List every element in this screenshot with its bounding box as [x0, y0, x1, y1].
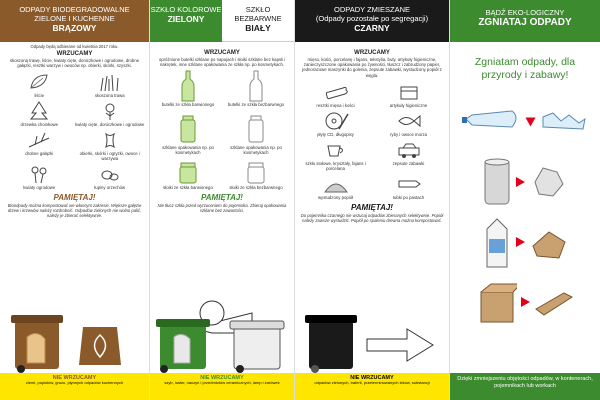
- bio-note: Odpady będą odbierane od kwietnia 2017 roku.: [30, 44, 119, 49]
- apple-core-icon: [98, 130, 122, 150]
- crushed-can-icon: [529, 162, 569, 202]
- flattened-box-icon: [534, 287, 574, 317]
- bio-item: kwiaty cięte, doniczkowe i ogrodowe: [75, 100, 146, 127]
- bio-header: [0, 0, 149, 42]
- fir-tree-icon: [27, 101, 51, 121]
- bio-item: obierki, skórki i ogryzki, owoce i warzywa: [75, 129, 146, 161]
- flower-icon: [98, 101, 122, 121]
- mixed-item: szkło stołowe, kryształy, fajans i porcelana: [299, 139, 372, 171]
- mixed-not-allowed-title: NIE WRZUCAMY: [350, 375, 394, 381]
- glass-remember-title: PAMIĘTAJ!: [201, 193, 243, 203]
- glass-item: słoiki ze szkła bezbarwnego: [222, 161, 290, 190]
- fish-icon: [396, 111, 422, 131]
- crushed-carton-icon: [529, 222, 569, 262]
- can-icon: [482, 157, 512, 207]
- mixed-header: [295, 0, 449, 42]
- glass-item: szklane opakowania np. po kosmetykach: [154, 113, 222, 155]
- glass-item: słoiki ze szkła barwionego: [154, 161, 222, 190]
- glass-colored-color: ZIELONY: [167, 14, 205, 24]
- bone-icon: [323, 82, 349, 102]
- mixed-item: tubki po pastach: [372, 173, 445, 200]
- eco-can-row: [450, 152, 600, 212]
- bio-header-line2: ZIELONE I KUCHENNE: [34, 14, 115, 23]
- mixed-item: zepsute zabawki: [372, 139, 445, 171]
- green-bottle-icon: [180, 70, 196, 102]
- mixed-item: resztki mięsa i kości: [299, 81, 372, 108]
- eco-footer-text: Dzięki zmniejszeniu objętości odpadów, w kontenerach, pojemnikach lub workach: [457, 376, 593, 389]
- mixed-description: mięso, kości, porcelanę i fajans, tekstylia, buty, artykuły higieniczne, zanieczyszczone opakowania po żywności, tłuszcz i zabrudzony papier, jednorazowe maszynki do golenia, zepsute zabawki, wystudzony popiół z węgla.: [302, 57, 442, 78]
- mixed-item: artykuły higieniczne: [372, 81, 445, 108]
- eco-header-line2: ZGNIATAJ ODPADY: [478, 17, 572, 28]
- crushed-bottle-icon: [539, 107, 589, 137]
- clear-jar-icon: [247, 162, 265, 184]
- eco-box-row: [450, 272, 600, 332]
- glass-bins-icon: [152, 293, 292, 373]
- mixed-header-line2: (Odpady pozostałe po segregacji): [315, 14, 429, 23]
- red-arrow-icon: [516, 177, 525, 187]
- bio-item: kwiaty ogrodowe: [4, 163, 75, 190]
- plastic-bottle-icon: [462, 97, 522, 147]
- bio-description: skoszoną trawę, liście, kwiaty cięte, doniczkowe i ogrodowe, drobne gałązki, resztki warzyw i owoców np. obierki, skórki, szyszki.: [9, 58, 140, 69]
- glass-description: opróżnione butelki szklane po napojach i słoiki szklane bez kapsli i nakrętek, inne szklane opakowania ze szkła np. po kosmetykach.: [158, 57, 286, 68]
- bio-item: łupiny orzechów: [75, 163, 146, 190]
- bio-section-title: WRZUCAMY: [56, 51, 93, 57]
- eco-column: [450, 0, 600, 400]
- eco-footer: [450, 373, 600, 400]
- glass-colored-header: [150, 0, 222, 42]
- milk-carton-icon: [482, 215, 512, 270]
- mixed-bin-area: [295, 305, 449, 373]
- eco-header: [450, 0, 600, 42]
- toy-car-icon: [396, 140, 422, 160]
- garden-flower-icon: [27, 164, 51, 184]
- nutshell-icon: [98, 164, 122, 184]
- mixed-item: ryby i owoce morza: [372, 110, 445, 137]
- green-jar-icon: [179, 162, 197, 184]
- glass-header: [150, 0, 294, 42]
- porcelain-icon: [323, 140, 349, 160]
- bio-remember-title: PAMIĘTAJ!: [53, 193, 96, 203]
- mixed-column: [295, 0, 450, 400]
- bio-not-allowed-title: NIE WRZUCAMY: [52, 375, 97, 381]
- mixed-items-grid: [295, 79, 449, 202]
- glass-not-allowed-text: szyb, luster, naczyń i przedmiotów ceramicznych, lamp i żarówek: [164, 380, 280, 385]
- glass-not-allowed: [150, 373, 294, 400]
- glass-bin-area: [150, 290, 294, 373]
- mixed-not-allowed-text: odpadów zielonych, baterii, przeterminowanych leków, substancji: [314, 380, 430, 385]
- red-arrow-icon: [525, 118, 535, 127]
- glass-column: [150, 0, 295, 400]
- mixed-section-title: WRZUCAMY: [354, 50, 390, 56]
- glass-items-grid: [150, 68, 294, 192]
- toothpaste-tube-icon: [396, 174, 422, 194]
- brown-bin-icon: [5, 309, 145, 373]
- green-cosmetic-jar-icon: [180, 114, 196, 144]
- eco-header-line1: BĄDŹ EKO-LOGICZNY: [485, 8, 565, 17]
- mixed-not-allowed: [295, 373, 449, 400]
- black-bin-icon: [297, 309, 447, 373]
- eco-slogan: Zgniatam odpady, dla przyrody i zabawy!: [474, 56, 576, 81]
- bio-header-line1: ODPADY BIODEGRADOWALNE: [19, 5, 130, 14]
- glass-clear-header: [222, 0, 294, 42]
- glass-clear-color: BIAŁY: [245, 23, 271, 33]
- clear-bottle-icon: [248, 70, 264, 102]
- hygiene-products-icon: [396, 82, 422, 102]
- mixed-item: wystudzony popiół: [299, 173, 372, 200]
- glass-remember-text: Nie tłucz szkła przed wyrzuceniem do pojemnika. Zbieraj opakowania szklane bez zawartości.: [157, 203, 287, 214]
- leaf-icon: [27, 72, 51, 92]
- glass-item: szklane opakowania np. po kosmetykach: [222, 113, 290, 155]
- mixed-color: CZARNY: [354, 23, 390, 33]
- red-arrow-icon: [521, 297, 530, 307]
- twig-icon: [27, 130, 51, 150]
- eco-bottle-row: [450, 92, 600, 152]
- mixed-header-line1: ODPADY ZMIESZANE: [334, 5, 410, 14]
- glass-colored-label: SZKŁO KOLOROWE: [150, 5, 222, 14]
- bio-not-allowed: [0, 373, 149, 400]
- bio-items-grid: [0, 69, 149, 192]
- glass-clear-label: SZKŁO BEZBARWNE: [234, 5, 282, 23]
- eco-carton-row: [450, 212, 600, 272]
- cd-pen-icon: [323, 111, 349, 131]
- mixed-remember-title: PAMIĘTAJ!: [351, 202, 393, 212]
- bio-column: [0, 0, 150, 400]
- red-arrow-icon: [516, 237, 525, 247]
- clear-cosmetic-jar-icon: [248, 114, 264, 144]
- bio-item: drzewka choinkowe: [4, 100, 75, 127]
- glass-not-allowed-title: NIE WRZUCAMY: [200, 375, 244, 381]
- glass-section-title: WRZUCAMY: [204, 50, 240, 56]
- bio-item: drobne gałązki: [4, 129, 75, 161]
- bio-bin-area: [0, 305, 149, 373]
- glass-item: butelki ze szkła barwionego: [154, 70, 222, 107]
- cardboard-box-icon: [477, 280, 517, 325]
- bio-not-allowed-text: ziemi, popiołów, gruzu, płynnych odpadów kuchennych: [25, 380, 124, 385]
- bio-item: skoszona trawa: [75, 71, 146, 98]
- mixed-item: płyty CD, długopisy: [299, 110, 372, 137]
- bio-remember-text: Bioodpady można kompostować we własnym zakresie. Większe gałęzie drzew i krzewów należy rozdrobnić. Odpadów zielonych nie wolno palić, należy je zbierać selektywnie.: [7, 203, 142, 219]
- bio-color: BRĄZOWY: [52, 23, 97, 33]
- bio-item: liście: [4, 71, 75, 98]
- grass-icon: [98, 72, 122, 92]
- glass-item: butelki ze szkła bezbarwnego: [222, 70, 290, 107]
- mixed-remember-text: Do pojemnika czarnego nie wrzucaj odpadów zbieranych selektywnie. Popiół należy zawsze wystudzić. Popiół po spaleniu drewna można kompostować.: [300, 212, 444, 223]
- ash-pile-icon: [323, 174, 349, 194]
